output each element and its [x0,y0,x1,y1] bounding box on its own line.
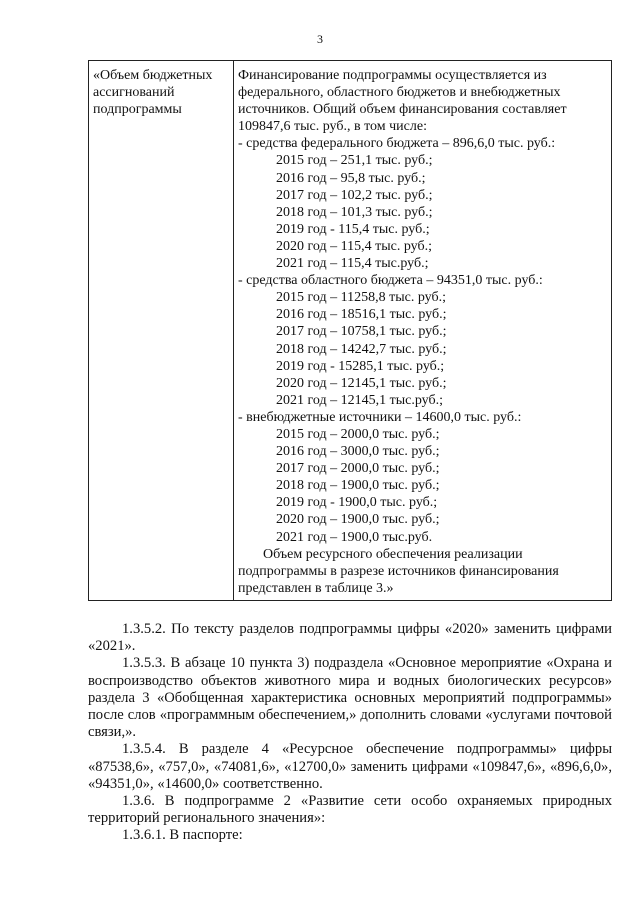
federal-year-line: 2019 год - 115,4 тыс. руб.; [276,221,430,237]
regional-budget-header: - средства областного бюджета – 94351,0 тыс. руб.: [238,273,543,289]
paragraph-1-3-6: 1.3.6. В подпрограмме 2 «Развитие сети особо охраняемых природных территорий регионального значения»: [88,793,612,827]
extrabudgetary-year-line: 2020 год – 1900,0 тыс. руб.; [276,512,440,528]
paragraph-1-3-6-1: 1.3.6.1. В паспорте: [122,827,243,844]
extrabudgetary-year-line: 2016 год – 3000,0 тыс. руб.; [276,444,440,460]
paragraph-1-3-5-4: 1.3.5.4. В разделе 4 «Ресурсное обеспечение подпрограммы» цифры «87538,6», «757,0», «74081,6», «12700,0» заменить цифрами «109847,6», «896,6,0», «94351,0», «14600,0» соответственно. [88,741,612,792]
passport-table [88,60,612,601]
paragraph-1-3-5-3: 1.3.5.3. В абзаце 10 пункта 3) подраздела «Основное мероприятие «Охрана и воспроизводство объектов животного мира и водных биологических ресурсов» раздела 3 «Обобщенная характеристика основных мероприятий подпрограммы» после слов «программным обеспечением,» дополнить словами «услугами почтовой связи,». [88,655,612,741]
passport-row [89,61,612,601]
regional-year-line: 2016 год – 18516,1 тыс. руб.; [276,307,447,323]
federal-year-line: 2020 год – 115,4 тыс. руб.; [276,238,432,254]
federal-year-line: 2018 год – 101,3 тыс. руб.; [276,204,433,220]
federal-year-line: 2016 год – 95,8 тыс. руб.; [276,170,426,186]
regional-year-line: 2019 год - 15285,1 тыс. руб.; [276,358,445,374]
intro-line: федерального, областного бюджетов и внебюджетных [238,85,561,101]
regional-year-line: 2020 год – 12145,1 тыс. руб.; [276,375,447,391]
closing-note-line: подпрограммы в разрезе источников финансирования [238,563,559,579]
federal-budget-header: - средства федерального бюджета – 896,6,0 тыс. руб.: [238,136,556,152]
intro-line: Финансирование подпрограммы осуществляется из [238,68,547,83]
regional-year-line: 2018 год – 14242,7 тыс. руб.; [276,341,447,357]
closing-note-line: представлен в таблице 3.» [238,580,394,596]
intro-line: источников. Общий объем финансирования составляет [238,102,567,118]
page-number: 3 [317,32,323,46]
passport-content-cell [234,61,612,601]
intro-line: 109847,6 тыс. руб., в том числе: [238,119,427,135]
extrabudgetary-year-line: 2015 год – 2000,0 тыс. руб.; [276,426,440,442]
federal-year-line: 2017 год – 102,2 тыс. руб.; [276,187,433,203]
federal-year-line: 2015 год – 251,1 тыс. руб.; [276,153,433,169]
closing-note-line: Объем ресурсного обеспечения реализации [263,546,523,562]
passport-label-cell: «Объем бюджетных ассигнований подпрограммы [89,61,234,601]
extrabudgetary-year-line: 2021 год – 1900,0 тыс.руб. [276,529,433,545]
paragraph-1-3-5-2: 1.3.5.2. По тексту разделов подпрограммы цифры «2020» заменить цифрами «2021». [88,621,612,655]
extrabudgetary-header: - внебюджетные источники – 14600,0 тыс. руб.: [238,409,522,425]
regional-year-line: 2015 год – 11258,8 тыс. руб.; [276,290,446,306]
regional-year-line: 2017 год – 10758,1 тыс. руб.; [276,324,447,340]
body-text [88,621,612,845]
extrabudgetary-year-line: 2017 год – 2000,0 тыс. руб.; [276,461,440,477]
federal-year-line: 2021 год – 115,4 тыс.руб.; [276,256,429,272]
regional-year-line: 2021 год – 12145,1 тыс.руб.; [276,392,443,408]
extrabudgetary-year-line: 2019 год - 1900,0 тыс. руб.; [276,495,438,511]
extrabudgetary-year-line: 2018 год – 1900,0 тыс. руб.; [276,478,440,494]
